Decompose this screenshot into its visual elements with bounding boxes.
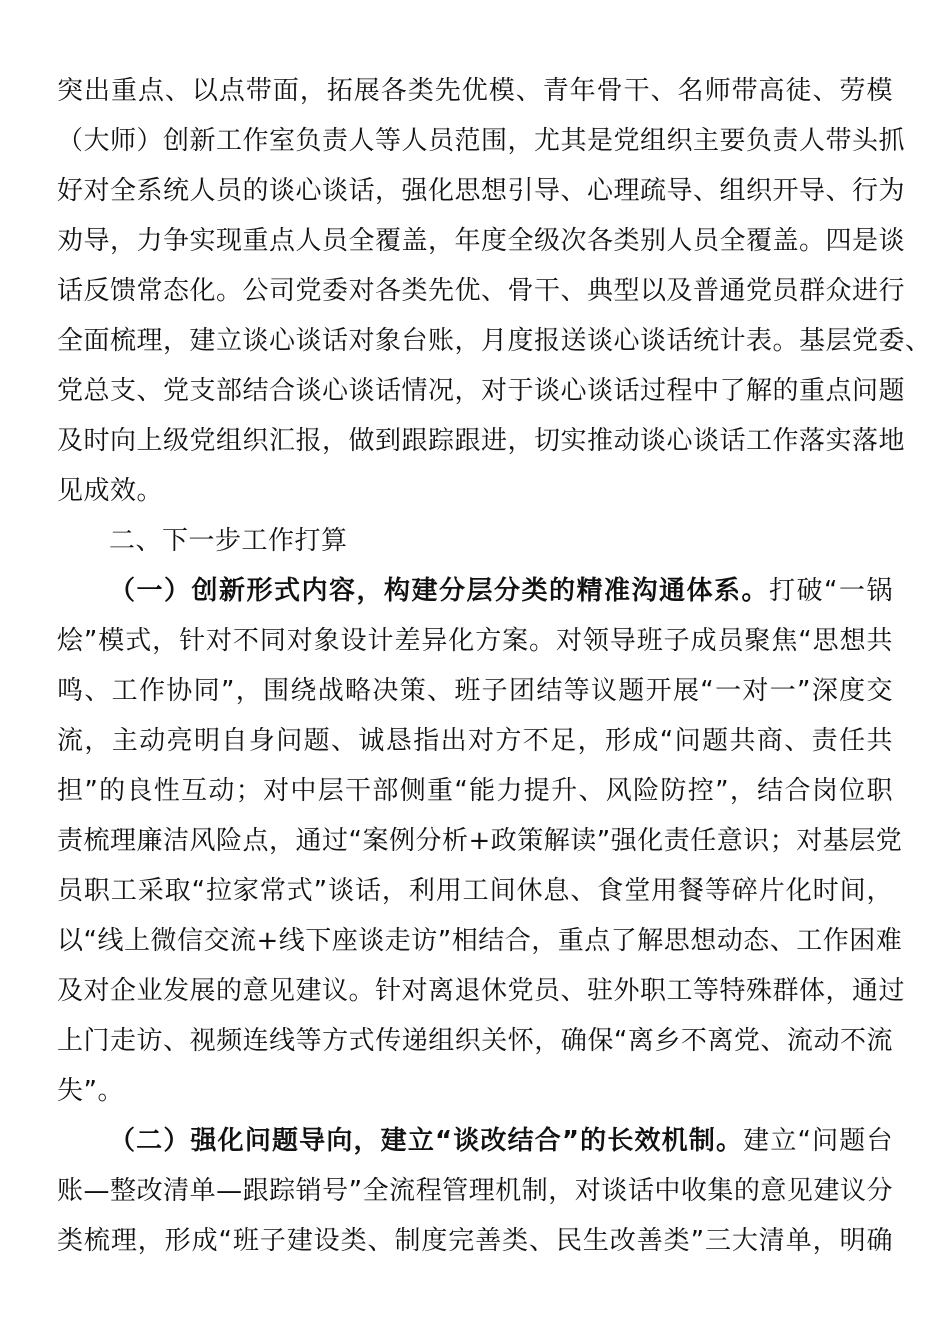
text-line: 全面梳理，建立谈心谈话对象台账，月度报送谈心谈话统计表。基层党委、	[57, 326, 932, 356]
item-one-paragraph	[57, 566, 906, 1116]
text-line: 员职工采取“拉家常式”谈话，利用工间休息、食堂用餐等碎片化时间，	[57, 876, 893, 906]
item-two-first-text: 建立“问题台	[743, 1126, 893, 1156]
text-line: 鸣、工作协同”，围绕战略决策、班子团结等议题开展“一对一”深度交	[57, 676, 893, 706]
text-line: 流，主动亮明自身问题、诚恳指出对方不足，形成“问题共商、责任共	[57, 726, 893, 756]
section-heading: 二、下一步工作打算	[109, 526, 348, 556]
text-line: 账—整改清单—跟踪销号”全流程管理机制，对谈话中收集的意见建议分	[57, 1176, 893, 1206]
text-line: 上门走访、视频连线等方式传递组织关怀，确保“离乡不离党、流动不流	[57, 1026, 893, 1056]
text-line: （大师）创新工作室负责人等人员范围，尤其是党组织主要负责人带头抓	[57, 126, 906, 156]
document-page	[57, 66, 932, 1266]
item-two-title: （二）强化问题导向，建立“谈改结合”的长效机制。	[109, 1126, 744, 1156]
text-line: 及对企业发展的意见建议。针对离退休党员、驻外职工等特殊群体，通过	[57, 976, 906, 1006]
paragraph-continuation	[57, 66, 932, 516]
text-line: 及时向上级党组织汇报，做到跟踪跟进，切实推动谈心谈话工作落实落地	[57, 426, 906, 456]
text-line	[57, 566, 893, 616]
text-line: 突出重点、以点带面，拓展各类先优模、青年骨干、名师带高徒、劳模	[57, 76, 893, 106]
text-line: 烩”模式，针对不同对象设计差异化方案。对领导班子成员聚焦“思想共	[57, 626, 893, 656]
text-line: 失”。	[57, 1076, 124, 1106]
text-line: 劝导，力争实现重点人员全覆盖，年度全级次各类别人员全覆盖。四是谈	[57, 226, 906, 256]
text-line: 责梳理廉洁风险点，通过“案例分析+政策解读”强化责任意识；对基层党	[57, 826, 903, 856]
text-line: 好对全系统人员的谈心谈话，强化思想引导、心理疏导、组织开导、行为	[57, 176, 906, 206]
text-line: 类梳理，形成“班子建设类、制度完善类、民生改善类”三大清单，明确	[57, 1226, 893, 1256]
item-two-paragraph	[57, 1116, 893, 1266]
text-line: 见成效。	[57, 476, 164, 506]
item-one-title: （一）创新形式内容，构建分层分类的精准沟通体系。	[109, 576, 770, 606]
text-line: 话反馈常态化。公司党委对各类先优、骨干、典型以及普通党员群众进行	[57, 276, 906, 306]
text-line: 以“线上微信交流+线下座谈走访”相结合，重点了解思想动态、工作困难	[57, 926, 903, 956]
item-one-first-text: 打破“一锅	[769, 576, 893, 606]
text-line	[57, 1116, 893, 1166]
text-line: 担”的良性互动；对中层干部侧重“能力提升、风险防控”，结合岗位职	[57, 776, 893, 806]
text-line: 党总支、党支部结合谈心谈话情况，对于谈心谈话过程中了解的重点问题	[57, 376, 906, 406]
